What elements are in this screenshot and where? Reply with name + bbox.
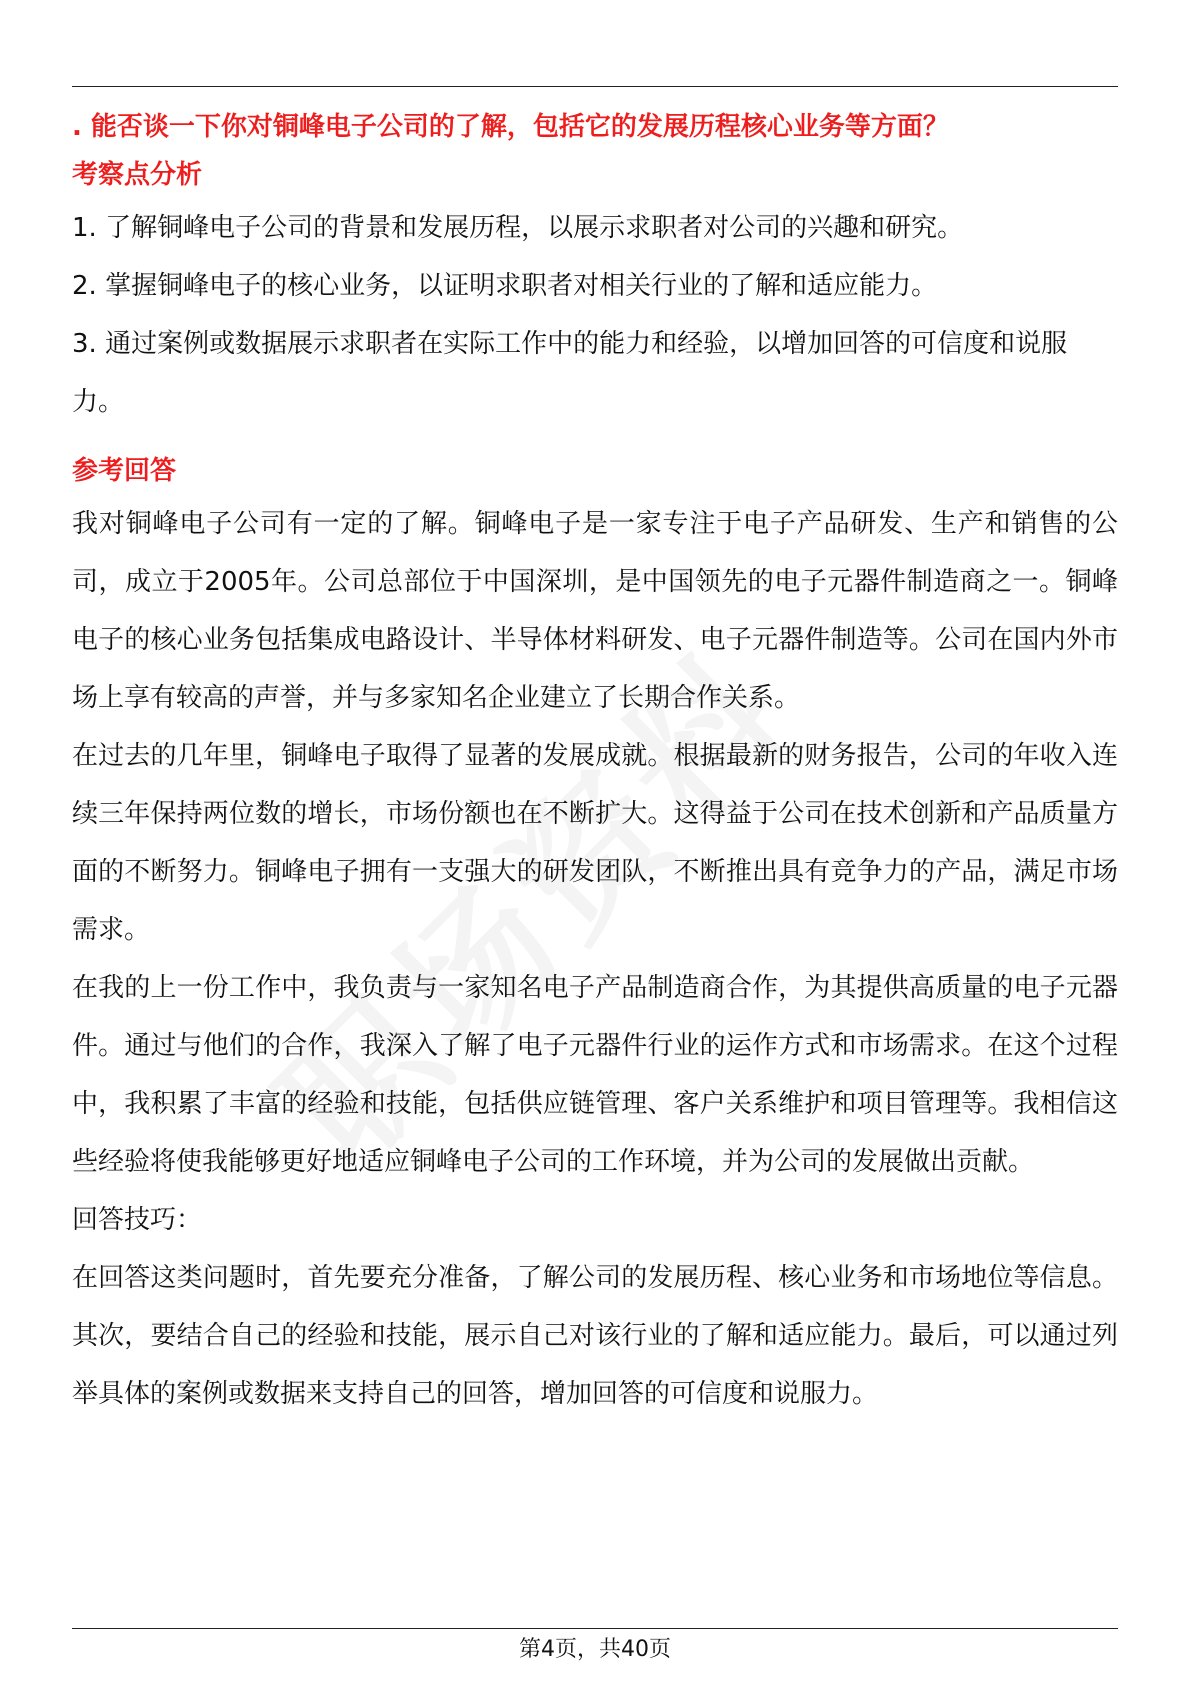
answer-heading: 参考回答 (72, 456, 177, 486)
answer-paragraph: 我对铜峰电子公司有一定的了解。铜峰电子是一家专注于电子产品研发、生产和销售的公司，成立于2005年。公司总部位于中国深圳，是中国领先的电子元器件制造商之一。铜峰电子的核心业务包括集成电路设计、半导体材料研发、电子元器件制造等。公司在国内外市场上享有较高的声誉，并与多家知名企业建立了长期合作关系。 (72, 509, 1118, 713)
question-title: . 能否谈一下你对铜峰电子公司的了解，包括它的发展历程核心业务等方面？ (72, 112, 949, 142)
analysis-point: 2. 掌握铜峰电子的核心业务，以证明求职者对相关行业的了解和适应能力。 (72, 271, 938, 301)
tips-paragraph: 在回答这类问题时，首先要充分准备，了解公司的发展历程、核心业务和市场地位等信息。其次，要结合自己的经验和技能，展示自己对该行业的了解和适应能力。最后，可以通过列举具体的案例或数据来支持自己的回答，增加回答的可信度和说服力。 (72, 1263, 1118, 1409)
analysis-points (72, 199, 1118, 431)
header-divider (72, 86, 1118, 87)
page-number: 第4页，共40页 (519, 1637, 671, 1662)
footer-divider (72, 1628, 1118, 1629)
analysis-point: 1. 了解铜峰电子公司的背景和发展历程，以展示求职者对公司的兴趣和研究。 (72, 213, 964, 243)
answer-paragraph: 在我的上一份工作中，我负责与一家知名电子产品制造商合作，为其提供高质量的电子元器件。通过与他们的合作，我深入了解了电子元器件行业的运作方式和市场需求。在这个过程中，我积累了丰富的经验和技能，包括供应链管理、客户关系维护和项目管理等。我相信这些经验将使我能够更好地适应铜峰电子公司的工作环境，并为公司的发展做出贡献。 (72, 973, 1118, 1177)
analysis-heading: 考察点分析 (72, 160, 203, 190)
analysis-point: 3. 通过案例或数据展示求职者在实际工作中的能力和经验，以增加回答的可信度和说服力。 (72, 329, 1068, 417)
tips-label: 回答技巧： (72, 1205, 203, 1235)
page-content (72, 103, 1118, 1423)
answer-body (72, 495, 1118, 1423)
answer-paragraph: 在过去的几年里，铜峰电子取得了显著的发展成就。根据最新的财务报告，公司的年收入连续三年保持两位数的增长，市场份额也在不断扩大。这得益于公司在技术创新和产品质量方面的不断努力。铜峰电子拥有一支强大的研发团队，不断推出具有竞争力的产品，满足市场需求。 (72, 741, 1118, 945)
